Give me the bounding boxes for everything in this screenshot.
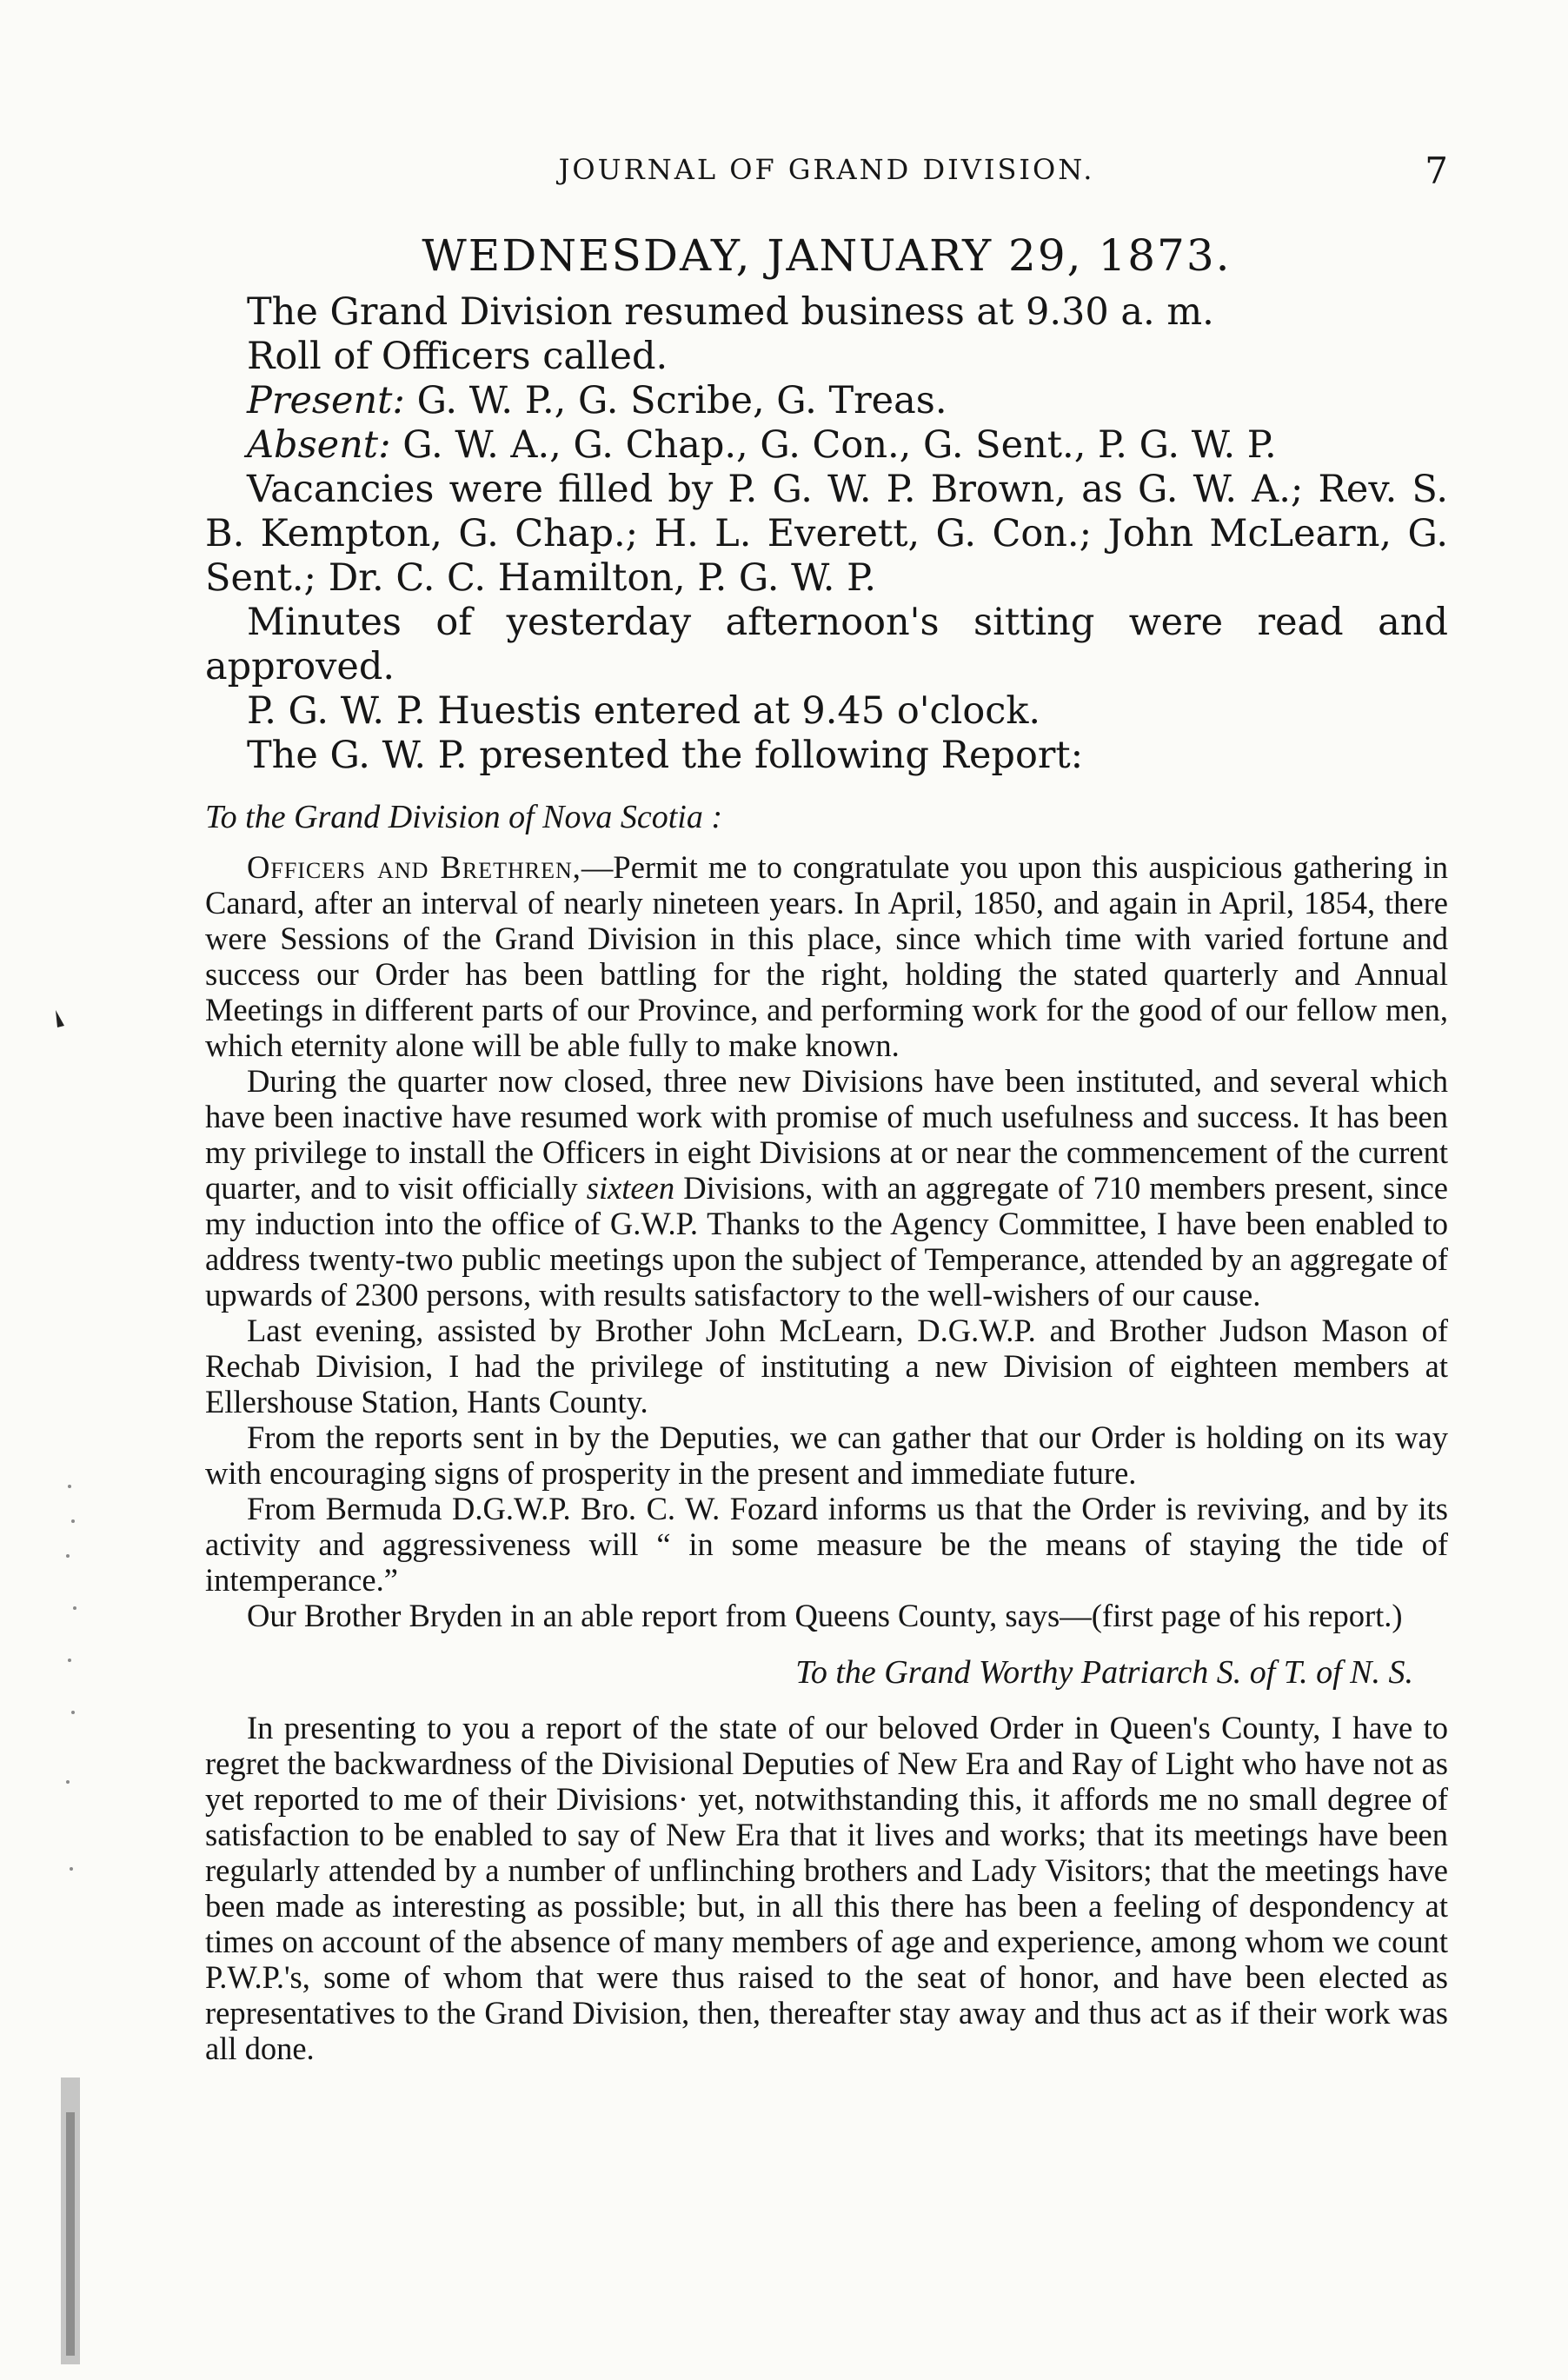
- absent-text: G. W. A., G. Chap., G. Con., G. Sent., P. G. W. P.: [390, 423, 1277, 467]
- report-paragraph-5: From Bermuda D.G.W.P. Bro. C. W. Fozard informs us that the Order is reviving, and by its activity and aggressiveness will “ in some measure be the means of staying the tide of intemperance.”: [205, 1491, 1448, 1598]
- report-paragraph-1-text: —Permit me to congratulate you upon this auspicious gathering in Canard, after an interval of nearly nineteen years. In April, 1850, and again in April, 1854, there were Sessions of the Grand Division in this place, since which time with varied fortune and success our Order has been battling for the right, holding the stated quarterly and Annual Meetings in different parts of our Province, and performing work for the good of our fellow men, which eternity alone will be able fully to make known.: [205, 849, 1448, 1063]
- report-paragraph-3: Last evening, assisted by Brother John McLearn, D.G.W.P. and Brother Judson Mason of Rechab Division, I had the privilege of instituting a new Division of eighteen members at Ellershouse Station, Hants County.: [205, 1313, 1448, 1419]
- minutes-line-roll: Roll of Officers called.: [247, 335, 668, 378]
- vacancies-paragraph: Vacancies were filled by P. G. W. P. Brown, as G. W. A.; Rev. S. B. Kempton, G. Chap.; H. L. Everett, G. Con.; John McLearn, G. Sent.; Dr. C. C. Hamilton, P. G. W. P.: [205, 468, 1448, 600]
- page-number: 7: [1425, 150, 1448, 192]
- running-title: JOURNAL OF GRAND DIVISION.: [558, 153, 1095, 186]
- report-paragraph-2-after: Divisions, with an aggregate of 710 members present, since my induction into the office of G.W.P. Thanks to the Agency Committee, I have been enabled to address twenty-two public meetings upon the subject of Temperance, attended by an aggregate of upwards of 2300 persons, with results satisfactory to the well-wishers of our cause.: [205, 1170, 1448, 1313]
- minutes-block: [205, 290, 1448, 778]
- minutes-read-paragraph: Minutes of yesterday afternoon's sitting were read and approved.: [205, 601, 1448, 688]
- date-heading: WEDNESDAY, JANUARY 29, 1873.: [422, 230, 1232, 281]
- report-paragraph-1: [205, 849, 1448, 1063]
- report-paragraph-6: Our Brother Bryden in an able report from Queens County, says—(first page of his report.): [247, 1598, 1403, 1633]
- present-text: G. W. P., G. Scribe, G. Treas.: [404, 379, 947, 422]
- present-label: Present:: [247, 379, 405, 422]
- entered-line: P. G. W. P. Huestis entered at 9.45 o'clock.: [247, 689, 1041, 733]
- queens-report-paragraph: In presenting to you a report of the state of our beloved Order in Queen's County, I have to regret the backwardness of the Divisional Deputies of New Era and Ray of Light who have not as yet reported to me of their Divisions· yet, notwithstanding this, it affords me no small degree of satisfaction to be enabled to say of New Era that it lives and works; that its meetings have been regularly attended by a number of unflinching brothers and Lady Visitors; that the meetings have been made as interesting as possible; but, in all this there has been a feeling of despondency at times on account of the absence of many members of age and experience, among whom we count P.W.P.'s, some of whom that were thus raised to the seat of honor, and have been elected as representatives to the Grand Division, then, thereafter stay away and thus act as if their work was all done.: [205, 1710, 1448, 2066]
- absent-line: [205, 423, 1448, 468]
- gwp-report: [205, 849, 1448, 1633]
- scan-margin-marks: [35, 1000, 96, 2373]
- report-paragraph-2-emphasis: sixteen: [586, 1170, 675, 1206]
- report-paragraph-2-before: During the quarter now closed, three new Divisions have been instituted, and several which have been inactive have resumed work with promise of much usefulness and success. It has been my privilege to install the Officers in eight Divisions at or near the commencement of the current quarter, and to visit officially: [205, 1063, 1448, 1206]
- address-to: To the Grand Worthy Patriarch S. of T. of N. S.: [795, 1654, 1413, 1691]
- queens-report: [205, 1710, 1448, 2066]
- report-paragraph-4: From the reports sent in by the Deputies, we can gather that our Order is holding on its way with encouraging signs of prosperity in the present and immediate future.: [205, 1419, 1448, 1491]
- minutes-line-resumed: The Grand Division resumed business at 9.30 a. m.: [247, 290, 1214, 334]
- body-column: [205, 217, 1448, 2066]
- salutation: To the Grand Division of Nova Scotia :: [205, 799, 722, 835]
- report-opening-smallcaps: Officers and Brethren,: [247, 849, 581, 885]
- report-paragraph-2: [205, 1063, 1448, 1313]
- running-head: [205, 150, 1448, 202]
- report-intro: The G. W. P. presented the following Report:: [247, 734, 1084, 777]
- absent-label: Absent:: [247, 423, 391, 467]
- present-line: [205, 379, 1448, 423]
